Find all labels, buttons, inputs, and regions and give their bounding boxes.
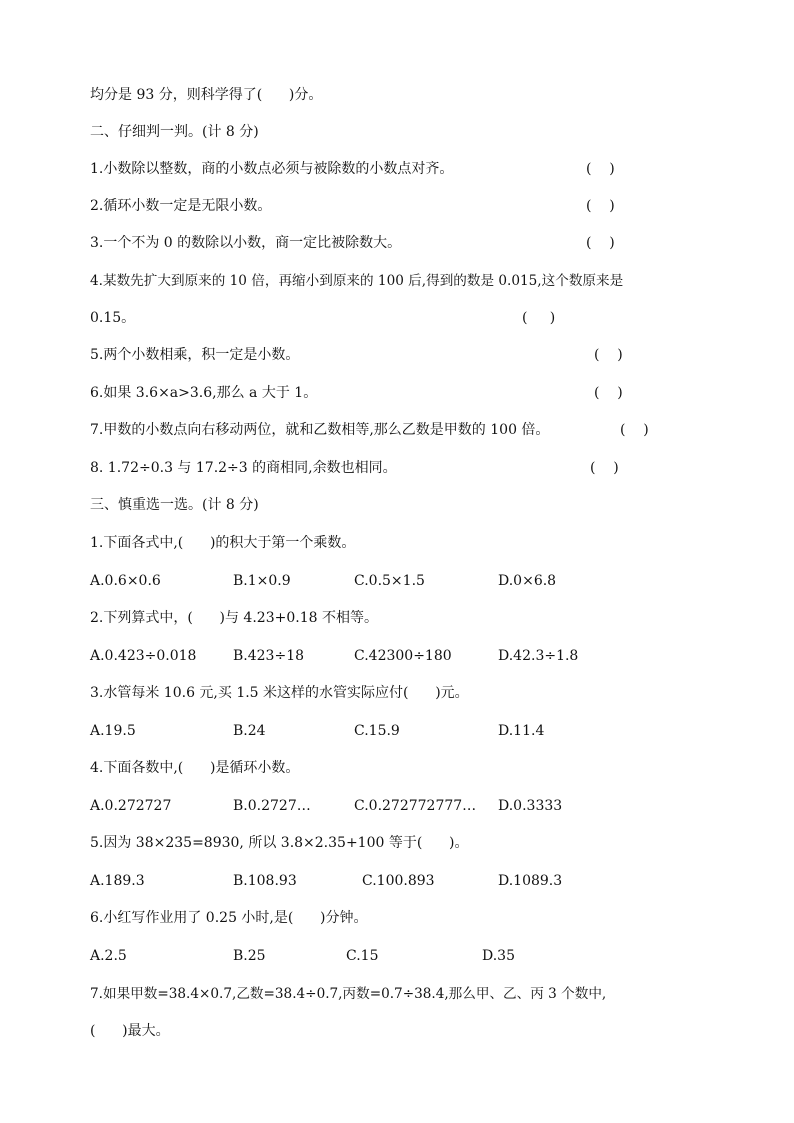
q6-option-a: A.2.5 [90,948,127,964]
section2-heading: 二、仔细判一判。(计 8 分) [90,124,259,140]
judge-item-2: 2.循环小数一定是无限小数。 [90,198,272,214]
q5-option-a: A.189.3 [90,873,145,889]
intro-line: 均分是 93 分，则科学得了( )分。 [90,87,323,103]
judge-item-4: 4.某数先扩大到原来的 10 倍，再缩小到原来的 100 后,得到的数是 0.015,这个数原来是 [90,273,624,289]
q2-option-a: A.0.423÷0.018 [90,648,197,664]
judge-item-1: 1.小数除以整数，商的小数点必须与被除数的小数点对齐。 [90,161,454,177]
judge-item-4-paren: ( ) [522,310,556,326]
judge-item-3-paren: ( ) [586,235,615,251]
judge-item-5-paren: ( ) [594,347,623,363]
judge-item-2-paren: ( ) [586,198,615,214]
judge-item-1-paren: ( ) [586,161,615,177]
q5-option-c: C.100.893 [362,873,435,889]
q1-option-b: B.1×0.9 [233,573,291,589]
choice-question-1: 1.下面各式中,( )的积大于第一个乘数。 [90,535,356,551]
q5-option-d: D.1089.3 [498,873,563,889]
q3-option-a: A.19.5 [90,723,136,739]
q4-option-d: D.0.3333 [498,798,563,814]
q2-option-b: B.423÷18 [233,648,305,664]
choice-question-7-continued: ( )最大。 [90,1023,170,1039]
q4-option-a: A.0.272727 [90,798,172,814]
choice-question-5: 5.因为 38×235=8930, 所以 3.8×2.35+100 等于( )。 [90,835,469,851]
judge-item-6-paren: ( ) [594,385,623,401]
choice-question-4: 4.下面各数中,( )是循环小数。 [90,760,300,776]
q2-option-d: D.42.3÷1.8 [498,648,579,664]
judge-item-8-paren: ( ) [590,460,619,476]
judge-item-7-paren: ( ) [620,422,649,438]
q5-option-b: B.108.93 [233,873,297,889]
judge-item-3: 3.一个不为 0 的数除以小数，商一定比被除数大。 [90,235,402,251]
q1-option-c: C.0.5×1.5 [354,573,425,589]
choice-question-6: 6.小红写作业用了 0.25 小时,是( )分钟。 [90,910,368,926]
section3-heading: 三、慎重选一选。(计 8 分) [90,497,259,513]
judge-item-5: 5.两个小数相乘，积一定是小数。 [90,347,300,363]
judge-item-6: 6.如果 3.6×a>3.6,那么 a 大于 1。 [90,385,318,401]
judge-item-8: 8. 1.72÷0.3 与 17.2÷3 的商相同,余数也相同。 [90,460,397,476]
q6-option-b: B.25 [233,948,266,964]
choice-question-2: 2.下列算式中，( )与 4.23+0.18 不相等。 [90,610,378,626]
q2-option-c: C.42300÷180 [354,648,452,664]
choice-question-3: 3.水管每米 10.6 元,买 1.5 米这样的水管实际应付( )元。 [90,685,469,701]
q6-option-d: D.35 [482,948,515,964]
judge-item-7: 7.甲数的小数点向右移动两位，就和乙数相等,那么乙数是甲数的 100 倍。 [90,422,550,438]
q1-option-a: A.0.6×0.6 [90,573,161,589]
q3-option-c: C.15.9 [354,723,400,739]
q6-option-c: C.15 [346,948,379,964]
q3-option-d: D.11.4 [498,723,545,739]
q3-option-b: B.24 [233,723,266,739]
judge-item-4-continued: 0.15。 [90,310,136,326]
choice-question-7: 7.如果甲数=38.4×0.7,乙数=38.4÷0.7,丙数=0.7÷38.4,那么甲、乙、丙 3 个数中, [90,986,607,1002]
q4-option-c: C.0.272772777… [354,798,477,814]
q1-option-d: D.0×6.8 [498,573,557,589]
q4-option-b: B.0.2727… [233,798,311,814]
